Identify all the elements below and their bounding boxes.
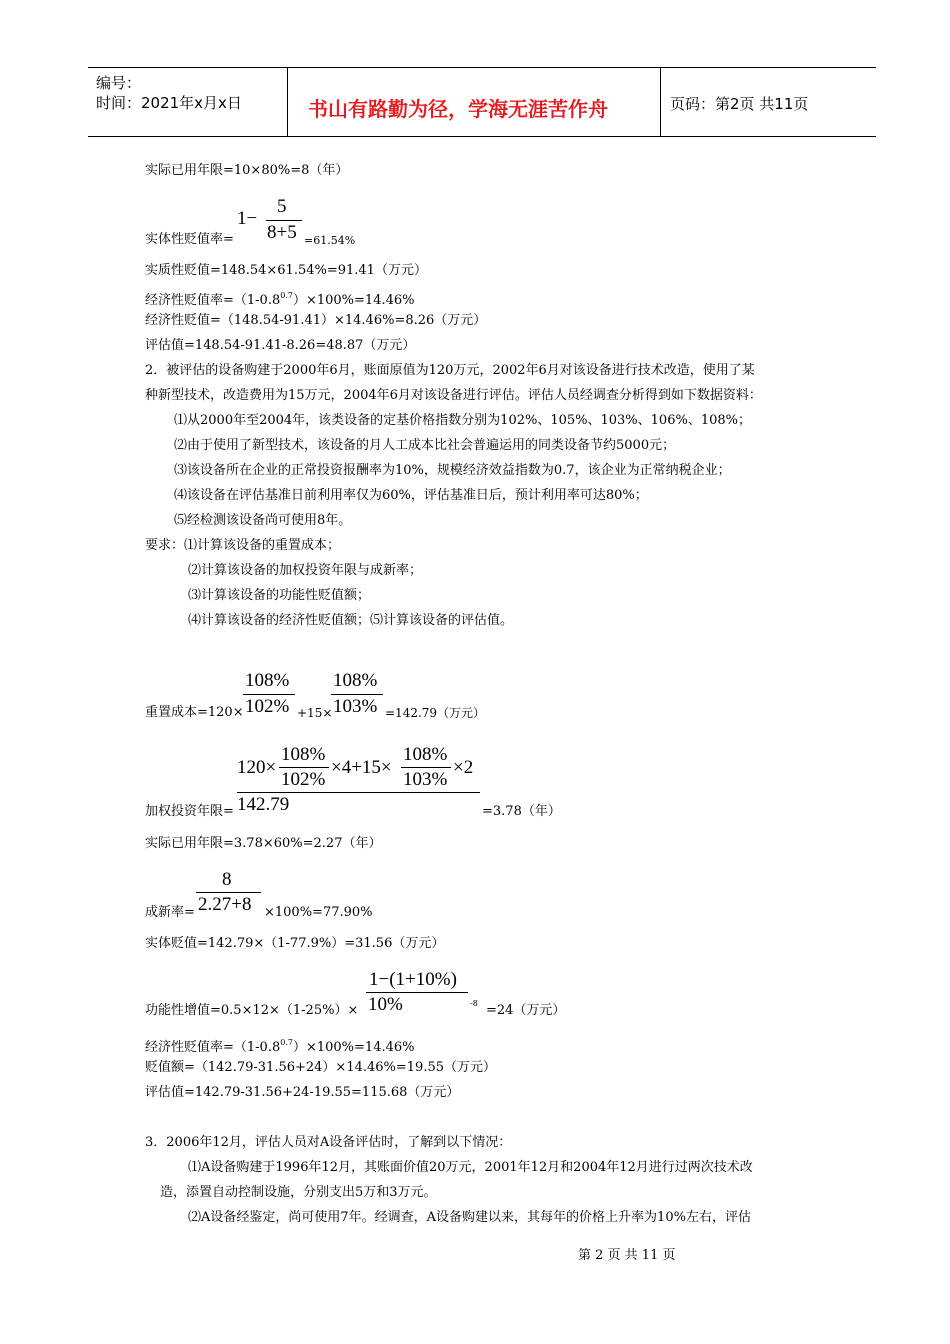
text-line: 重置成本=120× bbox=[145, 705, 244, 720]
list-item: ⑵计算该设备的加权投资年限与成新率； bbox=[188, 563, 423, 578]
text-line: +15× bbox=[297, 706, 333, 720]
formula-term: ×4+15× bbox=[331, 757, 392, 778]
text-line: 经济性贬值=（148.54-91.41）×14.46%=8.26（万元） bbox=[145, 313, 487, 328]
fraction-denominator: 103% bbox=[403, 769, 448, 790]
fraction-denominator: 2.27+8 bbox=[198, 894, 252, 915]
text-line: 实际已用年限=3.78×60%=2.27（年） bbox=[145, 836, 382, 851]
list-item: ⑷计算该设备的经济性贬值额；⑸计算该设备的评估值。 bbox=[188, 613, 514, 628]
list-item: 造，添置自动控制设施，分别支出5万和3万元。 bbox=[160, 1185, 437, 1200]
list-item: ⑶该设备所在企业的正常投资报酬率为10%，规模经济效益指数为0.7，该企业为正常纳税企业； bbox=[174, 463, 731, 478]
fraction-bar bbox=[366, 992, 468, 993]
fraction-bar bbox=[331, 694, 383, 695]
list-item: ⑸经检测该设备尚可使用8年。 bbox=[174, 513, 352, 528]
fraction-numerator: 8 bbox=[222, 869, 232, 890]
fraction-denominator: 142.79 bbox=[237, 794, 290, 815]
list-item: ⑶计算该设备的功能性贬值额； bbox=[188, 588, 371, 603]
header-divider-left bbox=[287, 67, 288, 137]
text-line: ×100%=77.90% bbox=[264, 905, 373, 920]
formula-term: ×2 bbox=[453, 757, 474, 778]
formula-term: 1− bbox=[237, 208, 258, 229]
text-line: 贬值额=（142.79-31.56+24）×14.46%=19.55（万元） bbox=[145, 1060, 496, 1075]
fraction-bar bbox=[243, 694, 295, 695]
text-line: =24（万元） bbox=[486, 1003, 566, 1018]
text-span: 经济性贬值率=（1-0.8 bbox=[145, 1040, 281, 1055]
list-item: ⑵A设备经鉴定，尚可使用7年。经调查，A设备购建以来，其每年的价格上升率为10%左右，评估 bbox=[188, 1210, 751, 1225]
text-line: 实质性贬值=148.54×61.54%=91.41（万元） bbox=[145, 263, 427, 278]
text-span: 经济性贬值率=（1-0.8 bbox=[145, 293, 281, 308]
header-top-rule bbox=[88, 67, 876, 68]
text-line: 成新率= bbox=[145, 905, 195, 920]
formula-term: 120× bbox=[237, 757, 277, 778]
text-line: 实体性贬值率= bbox=[145, 232, 234, 247]
list-item: ⑵由于使用了新型技术，该设备的月人工成本比社会普遍运用的同类设备节约5000元； bbox=[174, 438, 676, 453]
text-line: 实际已用年限=10×80%=8（年） bbox=[145, 163, 349, 178]
header-page-label: 页码：第2页 共11页 bbox=[670, 95, 809, 113]
fraction-denominator: 8+5 bbox=[267, 222, 297, 243]
exponent: 0.7 bbox=[280, 291, 293, 300]
footer-page-number: 第 2 页 共 11 页 bbox=[578, 1248, 676, 1263]
fraction-numerator: 108% bbox=[245, 670, 290, 691]
list-item: 要求：⑴计算该设备的重置成本； bbox=[145, 538, 341, 553]
text-line: 2．被评估的设备购建于2000年6月，账面原值为120万元，2002年6月对该设备进行技术改造，使用了某 bbox=[145, 363, 755, 378]
list-item: ⑴A设备购建于1996年12月，其账面价值20万元，2001年12月和2004年12月进行过两次技术改 bbox=[188, 1160, 753, 1175]
fraction-numerator: 108% bbox=[333, 670, 378, 691]
text-line bbox=[145, 1035, 415, 1056]
fraction-bar bbox=[196, 892, 261, 893]
fraction-denominator: 10% bbox=[368, 994, 403, 1015]
text-line: 种新型技术，改造费用为15万元，2004年6月对该设备进行评估。评估人员经调查分析得到如下数据资料： bbox=[145, 388, 762, 403]
text-span: ）×100%=14.46% bbox=[292, 1040, 415, 1055]
doc-time-label: 时间：2021年x月x日 bbox=[96, 94, 242, 112]
text-line: 评估值=148.54-91.41-8.26=48.87（万元） bbox=[145, 338, 416, 353]
exponent: 0.7 bbox=[280, 1038, 293, 1047]
fraction-denominator: 103% bbox=[333, 696, 378, 717]
exponent: -8 bbox=[470, 999, 478, 1008]
text-line: 加权投资年限= bbox=[145, 804, 234, 819]
fraction-bar bbox=[266, 220, 302, 221]
text-span: ）×100%=14.46% bbox=[292, 293, 415, 308]
text-line: 评估值=142.79-31.56+24-19.55=115.68（万元） bbox=[145, 1085, 460, 1100]
fraction-bar-main bbox=[237, 792, 480, 793]
fraction-numerator: 108% bbox=[403, 744, 448, 765]
fraction-bar bbox=[279, 767, 329, 768]
header-bottom-rule bbox=[88, 136, 876, 137]
text-line: =3.78（年） bbox=[482, 804, 561, 819]
list-item: ⑷该设备在评估基准日前利用率仅为60%，评估基准日后，预计利用率可达80%； bbox=[174, 488, 648, 503]
list-item: ⑴从2000年至2004年，该类设备的定基价格指数分别为102%、105%、103%、106%、108%； bbox=[174, 413, 751, 428]
header-divider-right bbox=[660, 67, 661, 137]
fraction-denominator: 102% bbox=[245, 696, 290, 717]
text-line: =61.54% bbox=[304, 234, 356, 247]
fraction-denominator: 102% bbox=[281, 769, 326, 790]
text-line: 功能性增值=0.5×12×（1-25%）× bbox=[145, 1003, 359, 1018]
text-line: =142.79（万元） bbox=[385, 706, 486, 720]
text-line: 3．2006年12月，评估人员对A设备评估时，了解到以下情况： bbox=[145, 1135, 512, 1150]
fraction-numerator: 1−(1+10%) bbox=[369, 969, 457, 990]
fraction-numerator: 5 bbox=[277, 196, 287, 217]
fraction-bar bbox=[401, 767, 451, 768]
header-motto: 书山有路勤为径，学海无涯苦作舟 bbox=[308, 97, 608, 121]
doc-id-label: 编号： bbox=[96, 74, 142, 92]
text-line: 实体贬值=142.79×（1-77.9%）=31.56（万元） bbox=[145, 936, 445, 951]
text-line bbox=[145, 288, 415, 309]
fraction-numerator: 108% bbox=[281, 744, 326, 765]
